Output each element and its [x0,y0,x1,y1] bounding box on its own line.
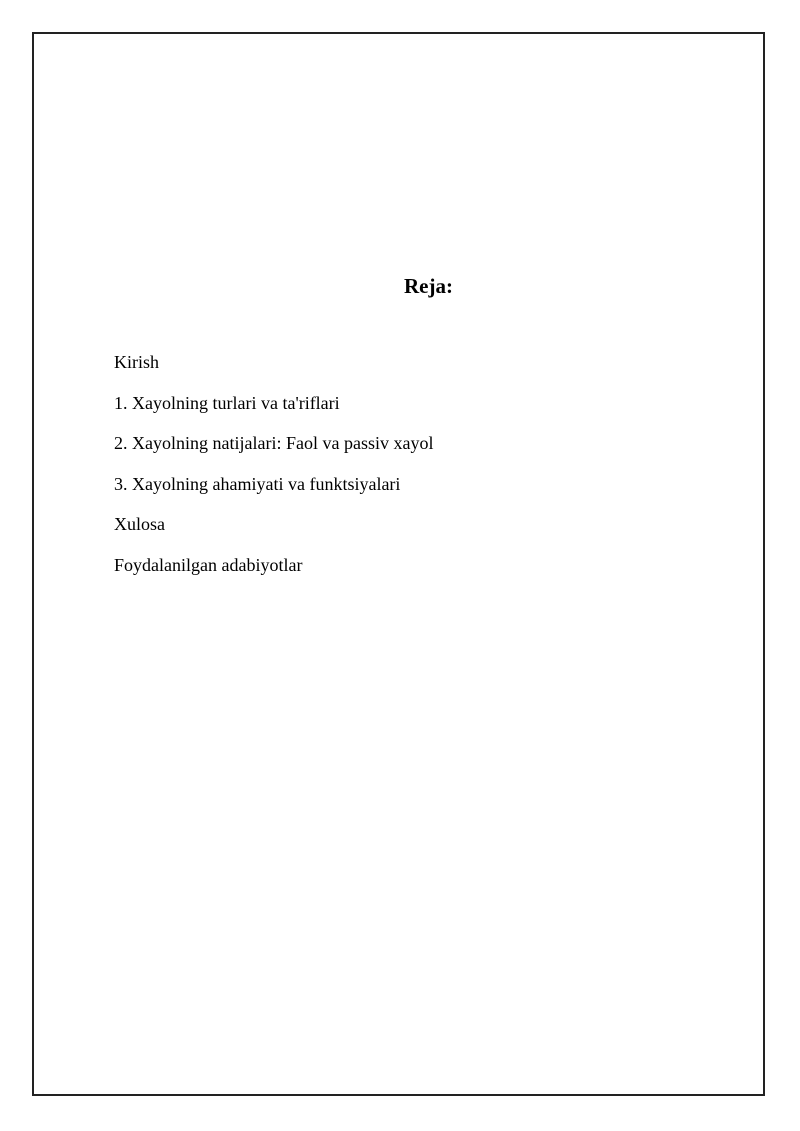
plan-list [114,351,433,594]
list-item-conclusion: Xulosa [114,514,165,534]
list-item-1: 1. Xayolning turlari va ta'riflari [114,392,340,413]
list-item-2: 2. Xayolning natijalari: Faol va passiv xayol [114,433,434,453]
page-title: Reja: [404,274,453,298]
list-item-references: Foydalanilgan adabiyotlar [114,554,303,575]
list-item-3: 3. Xayolning ahamiyati va funktsiyalari [114,473,401,494]
list-item-introduction: Kirish [114,352,159,372]
